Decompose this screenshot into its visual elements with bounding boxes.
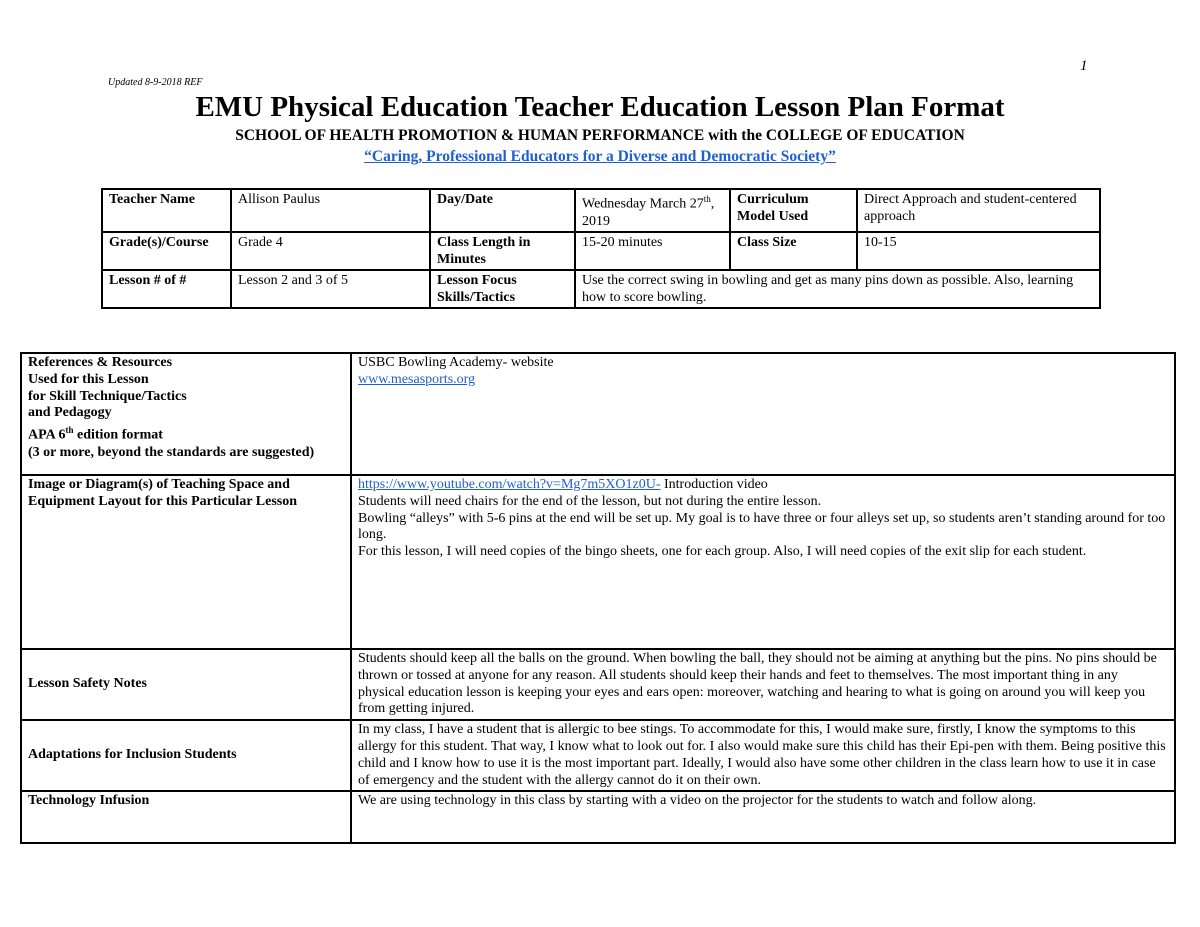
lesson-info-table xyxy=(101,188,1101,309)
lesson-number-value: Lesson 2 and 3 of 5 xyxy=(231,270,430,308)
lesson-details-table xyxy=(20,352,1176,844)
safety-notes-value: Students should keep all the balls on the ground. When bowling the ball, they should not be aiming at anything but the pins. No pins should be thrown or tossed at anyone for any reason. All students should keep their hands and feet to themselves. The most important thing in any physical education lesson is keeping your eyes and ears open: moreover, watching and hearing to what is going on around you will keep you from getting injured. xyxy=(351,649,1175,720)
updated-note: Updated 8-9-2018 REF xyxy=(108,77,203,88)
lesson-focus-label: Lesson Focus Skills/Tactics xyxy=(430,270,575,308)
day-date-value: Wednesday March 27th, 2019 xyxy=(575,189,730,232)
day-date-label: Day/Date xyxy=(430,189,575,232)
table-row xyxy=(21,720,1175,791)
lesson-number-label: Lesson # of # xyxy=(102,270,231,308)
class-size-value: 10-15 xyxy=(857,232,1100,270)
youtube-link[interactable]: https://www.youtube.com/watch?v=Mg7m5XO1z0U- xyxy=(358,477,661,492)
class-length-label: Class Length in Minutes xyxy=(430,232,575,270)
table-row xyxy=(21,353,1175,475)
teaching-space-value: https://www.youtube.com/watch?v=Mg7m5XO1z0U- Introduction video Students will need chairs for the end of the lesson, but not during the entire lesson. Bowling “alleys” with 5-6 pins at the end will be set up. My goal is to have three or four alleys set up, so students aren’t standing around for too long. For this lesson, I will need copies of the bingo sheets, one for each group. Also, I will need copies of the exit slip for each student. xyxy=(351,475,1175,649)
page-number: 1 xyxy=(1080,58,1088,74)
table-row xyxy=(21,475,1175,649)
document-title: EMU Physical Education Teacher Education Lesson Plan Format xyxy=(195,91,1005,123)
references-value: USBC Bowling Academy- website www.mesasports.org xyxy=(351,353,1175,475)
table-row xyxy=(102,189,1100,232)
grade-course-value: Grade 4 xyxy=(231,232,430,270)
technology-value: We are using technology in this class by starting with a video on the projector for the students to watch and follow along. xyxy=(351,791,1175,843)
motto-link[interactable]: “Caring, Professional Educators for a Diverse and Democratic Society” xyxy=(364,148,836,165)
class-length-value: 15-20 minutes xyxy=(575,232,730,270)
document-subtitle: SCHOOL OF HEALTH PROMOTION & HUMAN PERFORMANCE with the COLLEGE OF EDUCATION xyxy=(235,127,965,144)
adaptations-label: Adaptations for Inclusion Students xyxy=(21,720,351,791)
adaptations-value: In my class, I have a student that is allergic to bee stings. To accommodate for this, I would make sure, firstly, I know the symptoms to this allergy for this student. That way, I know what to look out for. I also would make sure this child has their Epi-pen with them. Being positive this child and I know how to use it is the most important part. Ideally, I would also have some other children in the class learn how to use it in case of emergency and the student with the allergy cannot do it on their own. xyxy=(351,720,1175,791)
lesson-focus-value: Use the correct swing in bowling and get as many pins down as possible. Also, learning how to score bowling. xyxy=(575,270,1100,308)
table-row xyxy=(102,270,1100,308)
references-label: References & Resources Used for this Lesson for Skill Technique/Tactics and Pedagogy APA 6th edition format (3 or more, beyond the standards are suggested) xyxy=(21,353,351,475)
teacher-name-label: Teacher Name xyxy=(102,189,231,232)
curriculum-model-value: Direct Approach and student-centered approach xyxy=(857,189,1100,232)
table-row xyxy=(102,232,1100,270)
technology-label: Technology Infusion xyxy=(21,791,351,843)
curriculum-model-label: Curriculum Model Used xyxy=(730,189,857,232)
grade-course-label: Grade(s)/Course xyxy=(102,232,231,270)
teaching-space-label: Image or Diagram(s) of Teaching Space and Equipment Layout for this Particular Lesson xyxy=(21,475,351,649)
table-row xyxy=(21,791,1175,843)
safety-notes-label: Lesson Safety Notes xyxy=(21,649,351,720)
table-row xyxy=(21,649,1175,720)
teacher-name-value: Allison Paulus xyxy=(231,189,430,232)
mesasports-link[interactable]: www.mesasports.org xyxy=(358,371,476,387)
class-size-label: Class Size xyxy=(730,232,857,270)
